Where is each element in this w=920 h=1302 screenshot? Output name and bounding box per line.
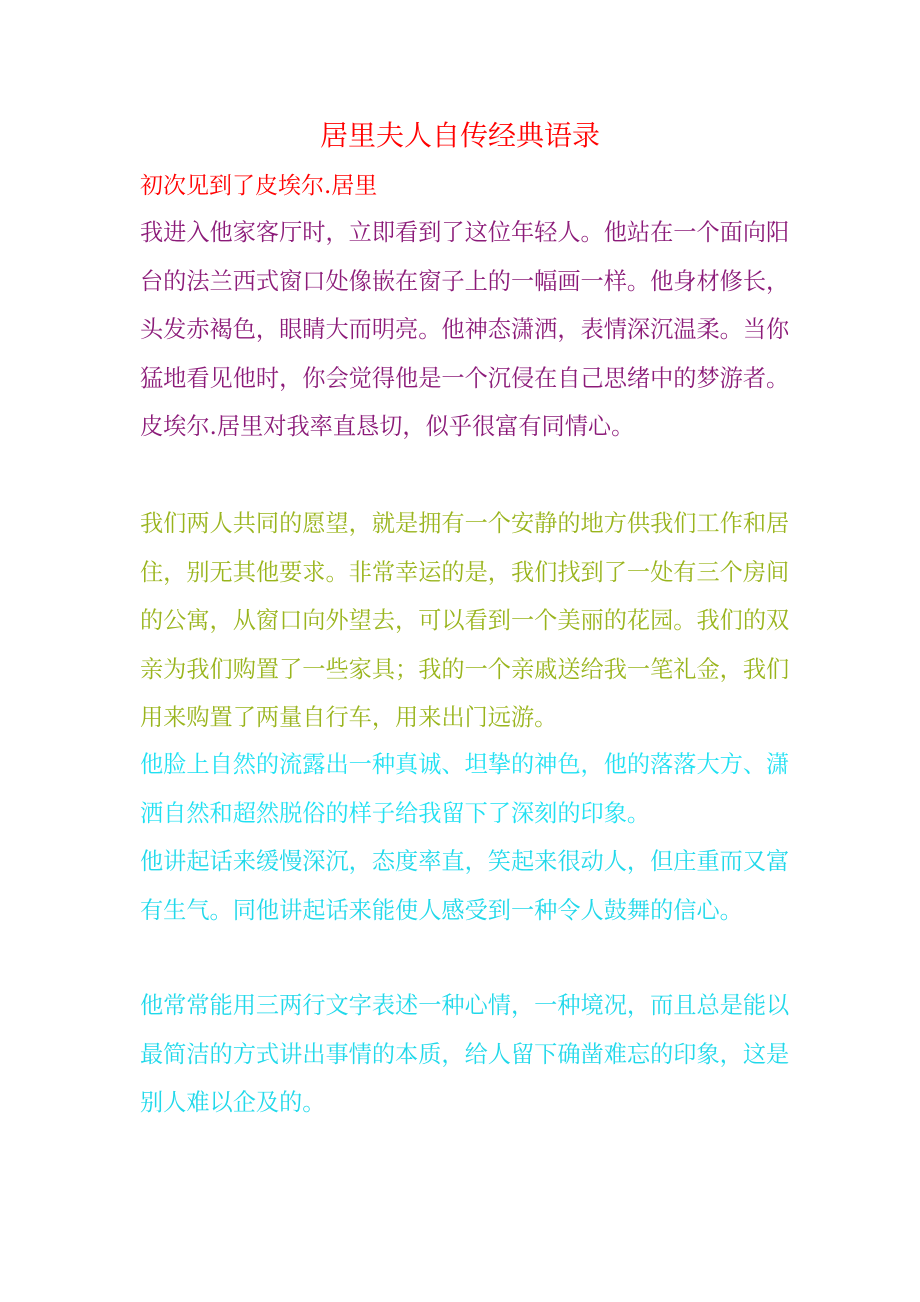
paragraph-first-meeting: 我进入他家客厅时，立即看到了这位年轻人。他站在一个面向阳台的法兰西式窗口处像嵌在窗子上的一幅画一样。他身材修长，头发赤褐色，眼睛大而明亮。他神态潇洒，表情深沉温柔。当你猛地看见他时，你会觉得他是一个沉侵在自己思绪中的梦游者。皮埃尔.居里对我率直恳切，似乎很富有同情心。: [140, 219, 790, 440]
paragraph-shared-wish: 我们两人共同的愿望，就是拥有一个安静的地方供我们工作和居住，别无其他要求。非常幸运的是，我们找到了一处有三个房间的公寓，从窗口向外望去，可以看到一个美丽的花园。我们的双亲为我们购置了一些家具；我的一个亲戚送给我一笔礼金，我们用来购置了两量自行车，用来出门远游。: [140, 510, 790, 731]
document-title: 居里夫人自传经典语录: [319, 119, 600, 152]
paragraph-speaking-manner: 他讲起话来缓慢深沉，态度率直，笑起来很动人，但庄重而又富有生气。同他讲起话来能使人感受到一种令人鼓舞的信心。: [140, 848, 790, 924]
paragraph-concise-writing: 他常常能用三两行文字表述一种心情，一种境况，而且总是能以最简洁的方式讲出事情的本质，给人留下确凿难忘的印象，这是别人难以企及的。: [140, 992, 790, 1116]
paragraph-sincere-expression: 他脸上自然的流露出一种真诚、坦挚的神色，他的落落大方、潇洒自然和超然脱俗的样子给我留下了深刻的印象。: [140, 751, 790, 827]
section-heading: 初次见到了皮埃尔.居里: [140, 173, 378, 199]
